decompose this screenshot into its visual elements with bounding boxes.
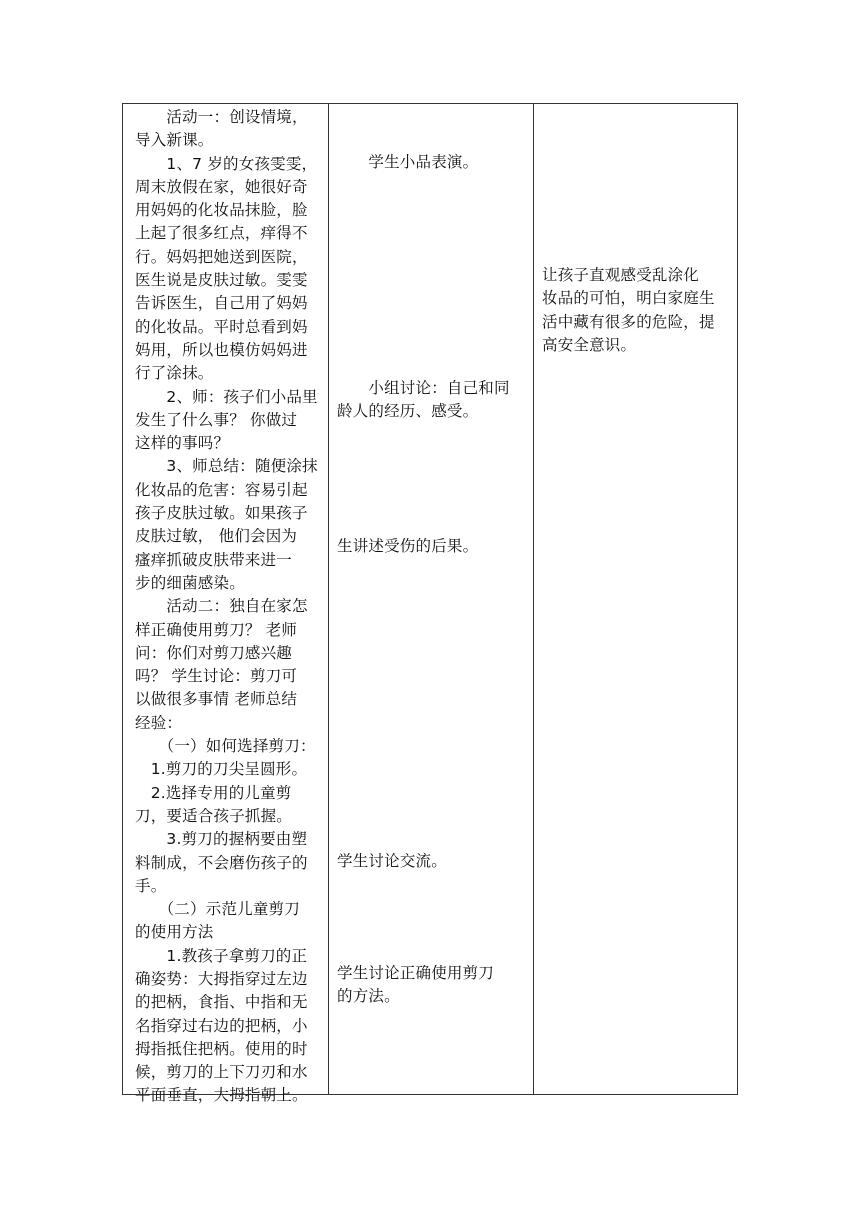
teacher-text-line: 问：你们对剪刀感兴趣 <box>135 643 293 662</box>
teacher-text-line: 告诉医生，自己用了妈妈 <box>135 294 308 313</box>
teacher-text-line: 的把柄，食指、中指和无 <box>135 993 308 1012</box>
teacher-text-line: 1、7 岁的女孩雯雯， <box>135 154 318 173</box>
teacher-text-line: 手。 <box>135 876 167 895</box>
teacher-text-line: 吗？ 学生讨论：剪刀可 <box>135 667 298 686</box>
student-item-skit: 学生小品表演。 <box>337 153 479 171</box>
teacher-text-line: 活动一：创设情境， <box>135 108 308 126</box>
teacher-text-line: 1.教孩子拿剪刀的正 <box>135 946 308 965</box>
design-intent-column <box>533 104 737 1094</box>
teacher-text-line: 1.剪刀的刀尖呈圆形。 <box>135 760 308 779</box>
teacher-text-line: 刀，要适合孩子抓握。 <box>135 806 293 825</box>
teacher-text-line: 周末放假在家，她很好奇 <box>135 177 308 196</box>
teacher-text-line: 2、师：孩子们小品里 <box>135 387 318 406</box>
teacher-text-line: 平面垂直，大拇指朝上。 <box>135 1086 308 1105</box>
teacher-text-line: 妈用，所以也模仿妈妈进 <box>135 340 308 359</box>
teacher-text-line: 行了涂抹。 <box>135 364 214 383</box>
teacher-text-line: 行。妈妈把她送到医院， <box>135 247 308 266</box>
teacher-text-line: 料制成，不会磨伤孩子的 <box>135 853 308 872</box>
teacher-text-line: （二）示范儿童剪刀 <box>135 900 300 919</box>
teacher-text-line: 样正确使用剪刀？ 老师 <box>135 620 298 639</box>
design-intent-text: 让孩子直观感受乱涂化 妆品的可怕，明白家庭生 活中藏有很多的危险，提 高安全意识。 <box>542 266 715 354</box>
teacher-activity-text <box>135 106 321 1108</box>
teacher-text-line: 医生说是皮肤过敏。雯雯 <box>135 271 308 290</box>
teacher-text-line: 孩子皮肤过敏。如果孩子 <box>135 504 308 523</box>
student-activity-column <box>328 104 534 1094</box>
teacher-text-line: 名指穿过右边的把柄，小 <box>135 1016 308 1035</box>
teacher-text-line: 用妈妈的化妆品抹脸，脸 <box>135 201 308 220</box>
teacher-text-line: 上起了很多红点，痒得不 <box>135 224 308 243</box>
teacher-text-line: 发生了什么事？ 你做过 <box>135 410 298 429</box>
lesson-table <box>122 103 738 1105</box>
teacher-text-line: 步的细菌感染。 <box>135 573 245 592</box>
student-item-consequences: 生讲述受伤的后果。 <box>337 537 479 555</box>
teacher-activity-column <box>123 104 329 1105</box>
teacher-text-line: 化妆品的危害：容易引起 <box>135 480 308 499</box>
student-item-exchange: 学生讨论交流。 <box>337 852 447 870</box>
teacher-text-line: 的化妆品。平时总看到妈 <box>135 317 308 336</box>
teacher-text-line: 拇指抵住把柄。使用的时 <box>135 1039 308 1058</box>
teacher-text-line: 这样的事吗？ <box>135 434 230 453</box>
teacher-text-line: 的使用方法 <box>135 923 214 942</box>
teacher-text-line: 皮肤过敏， 他们会因为 <box>135 527 298 546</box>
teacher-text-line: （一）如何选择剪刀： <box>135 737 316 756</box>
teacher-text-line: 经验： <box>135 713 183 732</box>
student-item-discussion: 小组讨论：自己和同 龄人的经历、感受。 <box>337 379 510 421</box>
teacher-text-line: 候，剪刀的上下刀刃和水 <box>135 1063 308 1082</box>
teacher-text-line: 活动二：独自在家怎 <box>135 597 308 616</box>
teacher-text-line: 2.选择专用的儿童剪 <box>135 783 292 802</box>
teacher-text-line: 确姿势：大拇指穿过左边 <box>135 969 308 988</box>
teacher-text-line: 导入新课。 <box>135 131 214 150</box>
teacher-text-line: 3、师总结：随便涂抹 <box>135 457 318 476</box>
teacher-text-line: 3.剪刀的握柄要由塑 <box>135 830 308 849</box>
teacher-text-line: 瘙痒抓破皮肤带来进一 <box>135 550 293 569</box>
student-item-scissors-method: 学生讨论正确使用剪刀 的方法。 <box>337 964 495 1006</box>
teacher-text-line: 以做很多事情 老师总结 <box>135 690 298 709</box>
